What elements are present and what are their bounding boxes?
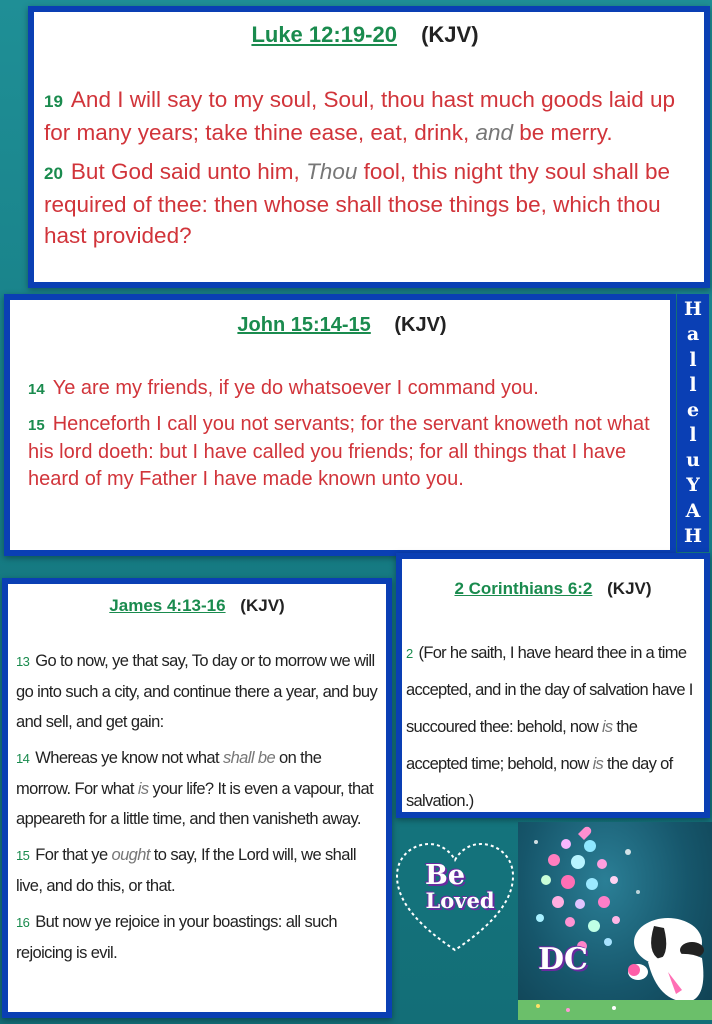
sidebar-letter: e	[686, 398, 700, 421]
signature: DC	[538, 942, 588, 977]
john-verses	[28, 375, 656, 493]
be-loved-heart	[393, 838, 517, 958]
verse-15: 15 For that ye ought to say, If the Lord will, we shall live, and do this, or that.	[16, 846, 356, 895]
verse-number: 20	[44, 164, 63, 183]
corinthians-version: (KJV)	[607, 579, 652, 598]
corinthians-verses	[406, 635, 700, 820]
verse-number: 16	[16, 915, 30, 930]
verse-number: 14	[28, 381, 45, 398]
john-reference[interactable]: John 15:14-15	[237, 314, 371, 336]
james-card	[2, 578, 392, 1018]
sidebar-letter: H	[684, 298, 702, 321]
john-card	[4, 294, 676, 556]
verse-2: 2 (For he saith, I have heard thee in a time accepted, and in the day of salvation have I succoured thee: behold, now is the accepted time; behold, now is the day of salvation.)	[406, 644, 693, 810]
luke-reference[interactable]: Luke 12:19-20	[251, 22, 397, 47]
verse-number: 2	[406, 646, 413, 661]
verse-number: 15	[16, 848, 30, 863]
verse-number: 19	[44, 92, 63, 111]
james-header	[16, 596, 378, 616]
verse-14: 14 Ye are my friends, if ye do whatsoever I command you.	[28, 377, 539, 399]
luke-version: (KJV)	[421, 22, 479, 47]
snoopy-figure	[628, 918, 704, 1002]
halleluyah-sidebar	[677, 294, 709, 552]
verse-20: 20 But God said unto him, Thou fool, this night thy soul shall be required of thee: then whose shall those things be, which thou hast provided?	[44, 159, 671, 248]
verse-number: 14	[16, 751, 30, 766]
james-verses	[16, 646, 378, 968]
heart-cluster	[534, 827, 640, 951]
verse-15: 15 Henceforth I call you not servants; for the servant knoweth not what his lord doeth: but I have called you friends; for all things that I have heard of my Father I have made known unto you.	[28, 413, 650, 490]
verse-14: 14 Whereas ye know not what shall be on the morrow. For what is your life? It is even a vapour, that appeareth for a little time, and then vanisheth away.	[16, 749, 374, 828]
corinthians-card	[396, 553, 710, 818]
verse-19: 19 And I will say to my soul, Soul, thou hast much goods laid up for many years; take thine ease, eat, drink, and be merry.	[44, 87, 675, 145]
john-version: (KJV)	[394, 314, 447, 336]
verse-number: 13	[16, 654, 30, 669]
sidebar-letter: Y	[686, 474, 700, 497]
john-header	[28, 314, 656, 337]
luke-verses	[44, 84, 686, 251]
verse-16: 16 But now ye rejoice in your boastings: all such rejoicing is evil.	[16, 913, 337, 962]
sidebar-letter: l	[689, 424, 697, 447]
james-reference[interactable]: James 4:13-16	[109, 596, 226, 615]
floating-hearts	[518, 822, 712, 1020]
verse-13: 13 Go to now, ye that say, To day or to morrow we will go into such a city, and continue there a year, and buy and sell, and get gain:	[16, 652, 378, 731]
sidebar-letter: A	[685, 499, 701, 522]
verse-number: 15	[28, 417, 45, 434]
luke-header	[44, 22, 686, 48]
be-loved-text: Be Loved	[425, 860, 495, 913]
snoopy-hearts-artwork	[518, 822, 712, 1020]
corinthians-reference[interactable]: 2 Corinthians 6:2	[454, 579, 593, 598]
sidebar-letter: a	[686, 323, 700, 346]
sidebar-letter: H	[684, 524, 702, 547]
luke-card	[28, 6, 710, 288]
corinthians-header	[406, 579, 700, 599]
sidebar-letter: u	[686, 449, 700, 472]
sidebar-letter: l	[689, 373, 697, 396]
sidebar-letter: l	[689, 348, 697, 371]
james-version: (KJV)	[240, 596, 285, 615]
